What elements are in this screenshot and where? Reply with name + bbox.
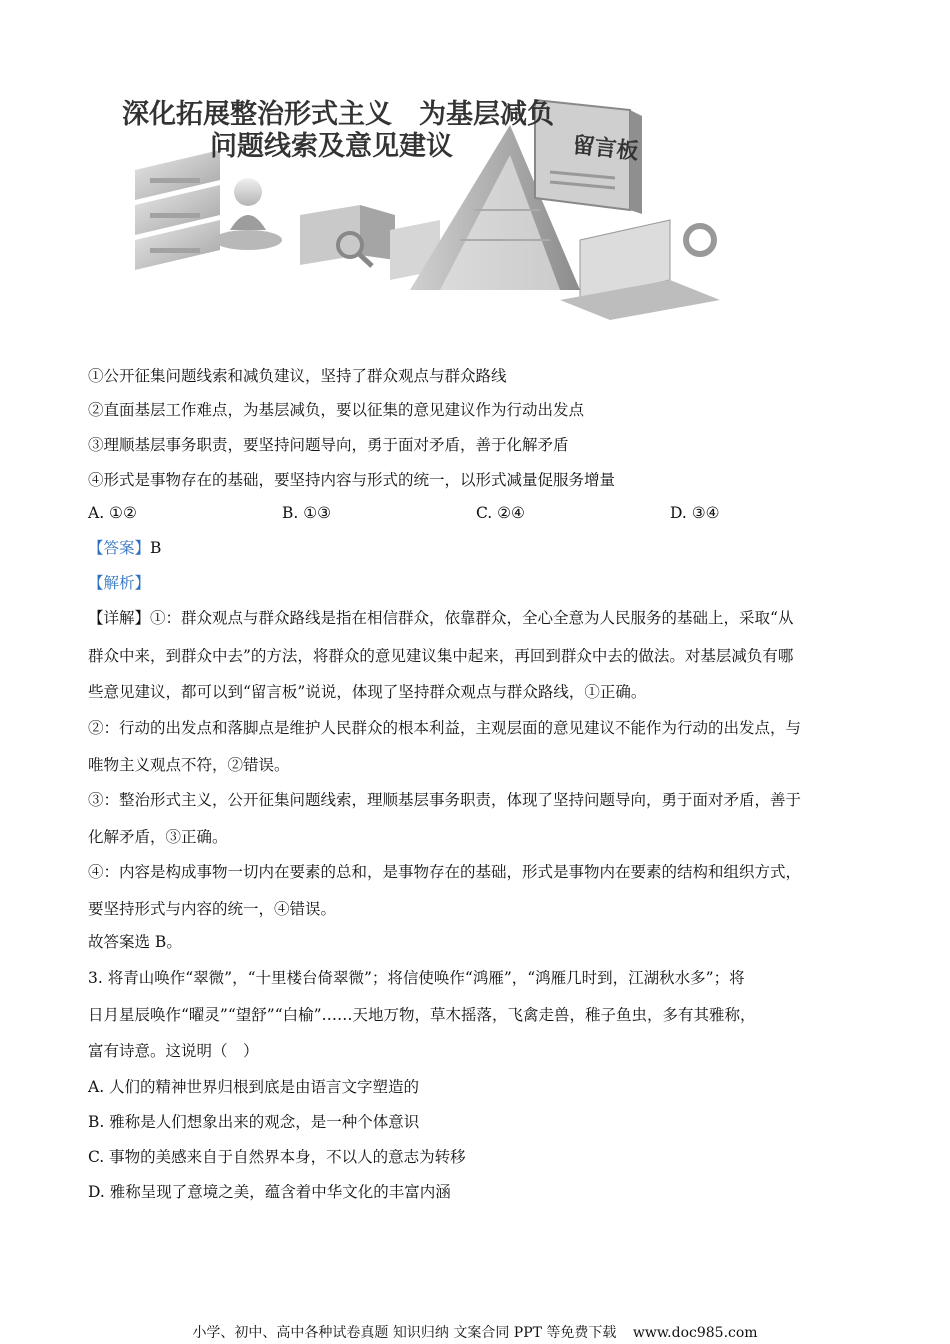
explanation-p1-l3: 些意见建议，都可以到“留言板”说说，体现了坚持群众观点与群众路线，①正确。 (88, 683, 647, 701)
left-panels (135, 150, 220, 270)
boxes (300, 205, 440, 280)
statement-3: ③理顺基层事务职责，要坚持问题导向，勇于面对矛盾，善于化解矛盾 (88, 436, 569, 454)
explanation-p2-l1: ②：行动的出发点和落脚点是维护人民群众的根本利益，主观层面的意见建议不能作为行动的出发点，与 (88, 719, 802, 737)
question3-option-d: D. 雅称呈现了意境之美，蕴含着中华文化的丰富内涵 (88, 1183, 451, 1201)
answer-value: B (150, 539, 162, 557)
figure-title-line2: 问题线索及意见建议 (210, 131, 453, 162)
question3-stem-l1: 3. 将青山唤作“翠微”，“十里楼台倚翠微”；将信使唤作“鸿雁”，“鸿雁几时到，江湖秋水多”；将 (88, 969, 745, 987)
explanation-p4-l1: ④：内容是构成事物一切内在要素的总和，是事物存在的基础，形式是事物内在要素的结构和组织方式， (88, 863, 802, 881)
option-b: B. ①③ (282, 504, 332, 522)
explanation-p3-l1: ③：整治形式主义，公开征集问题线索，理顺基层事务职责，体现了坚持问题导向，勇于面对矛盾，善于 (88, 791, 802, 809)
explanation-p3-l2: 化解矛盾，③正确。 (88, 828, 228, 846)
explanation-p4-l2: 要坚持形式与内容的统一，④错误。 (88, 900, 337, 918)
option-d: D. ③④ (670, 504, 720, 522)
answer-label: 【答案】 (88, 539, 151, 557)
illustration-figure (110, 80, 740, 320)
laptop (560, 220, 720, 320)
footer-text: 小学、初中、高中各种试卷真题 知识归纳 文案合同 PPT 等免费下载 (192, 1325, 617, 1341)
explanation-text: ①：群众观点与群众路线是指在相信群众，依靠群众，全心全意为人民服务的基础上，采取“从 (150, 609, 794, 627)
explanation-conclusion: 故答案选 B。 (88, 933, 182, 951)
answer-line (88, 538, 161, 558)
figure-title-line1: 深化拓展整治形式主义 为基层减负 (122, 99, 554, 130)
question3-option-b: B. 雅称是人们想象出来的观念，是一种个体意识 (88, 1113, 420, 1131)
board-label: 留言板 (571, 133, 640, 165)
explanation-p1-l2: 群众中来，到群众中去”的方法，将群众的意见建议集中起来，再回到群众中去的做法。对基层减负有哪 (88, 647, 794, 665)
question3-stem-l3: 富有诗意。这说明（ ） (88, 1042, 259, 1060)
question3-option-a: A. 人们的精神世界归根到底是由语言文字塑造的 (88, 1078, 420, 1096)
detail-label: 【详解】 (88, 609, 151, 627)
footer-link[interactable]: www.doc985.com (632, 1325, 758, 1341)
statement-4: ④形式是事物存在的基础，要坚持内容与形式的统一，以形式减量促服务增量 (88, 471, 616, 489)
page-footer (0, 1322, 950, 1342)
question3-option-c: C. 事物的美感来自于自然界本身，不以人的意志为转移 (88, 1148, 466, 1166)
statement-2: ②直面基层工作难点，为基层减负，要以征集的意见建议作为行动出发点 (88, 401, 585, 419)
question3-stem-l2: 日月星辰唤作“曜灵”“望舒”“白榆”……天地万物，草木摇落，飞禽走兽，稚子鱼虫，多有其雅称， (88, 1006, 756, 1024)
analysis-label: 【解析】 (88, 574, 151, 592)
explanation-p2-l2: 唯物主义观点不符，②错误。 (88, 756, 290, 774)
explanation-p1-l1 (88, 608, 793, 628)
option-a: A. ①② (88, 504, 137, 522)
option-c: C. ②④ (476, 504, 525, 522)
person-figure (214, 178, 282, 250)
statement-1: ①公开征集问题线索和减负建议，坚持了群众观点与群众路线 (88, 367, 507, 385)
